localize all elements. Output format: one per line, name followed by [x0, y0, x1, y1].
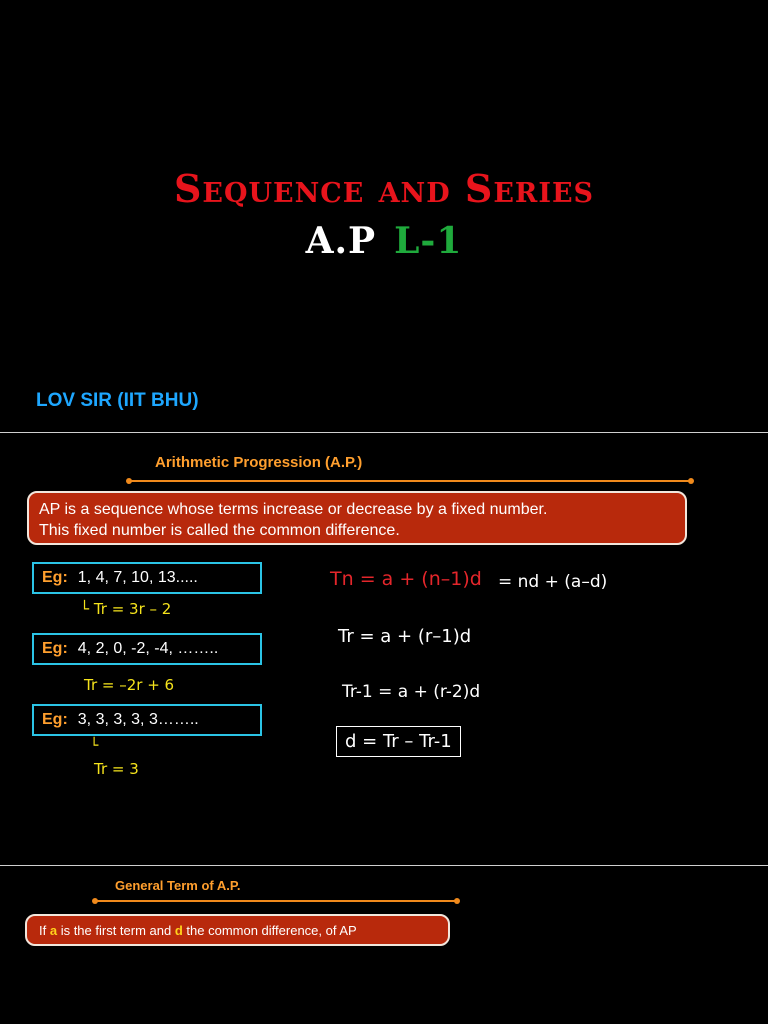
text-mid: is the first term and: [57, 923, 175, 938]
definition-line-1: AP is a sequence whose terms increase or decrease by a fixed number.: [39, 501, 548, 518]
general-term-heading: General Term of A.P.: [115, 878, 241, 893]
formula-d: d = Tr – Tr-1: [336, 726, 461, 757]
var-a: a: [49, 923, 58, 938]
example-label: Eg:: [42, 640, 68, 657]
example-box-2: [32, 633, 262, 665]
definition-box: [27, 491, 687, 545]
formula-tr: Tr = a + (r–1)d: [338, 626, 472, 647]
text-suffix: the common difference, of AP: [182, 923, 357, 938]
subtitle-ap: A.P: [305, 220, 377, 262]
ap-heading: Arithmetic Progression (A.P.): [155, 454, 363, 471]
formula-tn-rhs: = nd + (a–d): [498, 572, 608, 592]
example-box-3: [32, 704, 262, 736]
example-note-1: └ Tr = 3r – 2: [80, 600, 172, 618]
example-label: Eg:: [42, 711, 68, 728]
example-sequence: 4, 2, 0, -2, -4, ……..: [77, 640, 219, 657]
example-sequence: 3, 3, 3, 3, 3……..: [77, 711, 199, 728]
example-note-2: Tr = –2r + 6: [84, 676, 175, 694]
definition-line-2: This fixed number is called the common difference.: [39, 522, 400, 539]
hook-mark: └: [90, 738, 99, 754]
slide-divider: [0, 865, 768, 866]
formula-d-box: [336, 731, 461, 752]
var-d: d: [174, 923, 183, 938]
slide-divider: [0, 432, 768, 433]
general-term-box: [25, 914, 450, 946]
heading-underline: [96, 900, 456, 902]
formula-tr-minus-1: Tr-1 = a + (r-2)d: [342, 682, 481, 702]
text-prefix: If: [39, 923, 50, 938]
example-box-1: [32, 562, 262, 594]
example-note-3: Tr = 3: [94, 760, 139, 778]
formula-tn: Tn = a + (n–1)d: [330, 568, 482, 590]
subtitle-level: L-1: [394, 220, 463, 262]
author-label: LOV SIR (IIT BHU): [36, 390, 199, 411]
subtitle: [0, 220, 768, 262]
example-label: Eg:: [42, 569, 68, 586]
heading-underline: [130, 480, 690, 482]
example-sequence: 1, 4, 7, 10, 13.....: [77, 569, 198, 586]
main-title: Sequence and Series: [173, 166, 595, 211]
